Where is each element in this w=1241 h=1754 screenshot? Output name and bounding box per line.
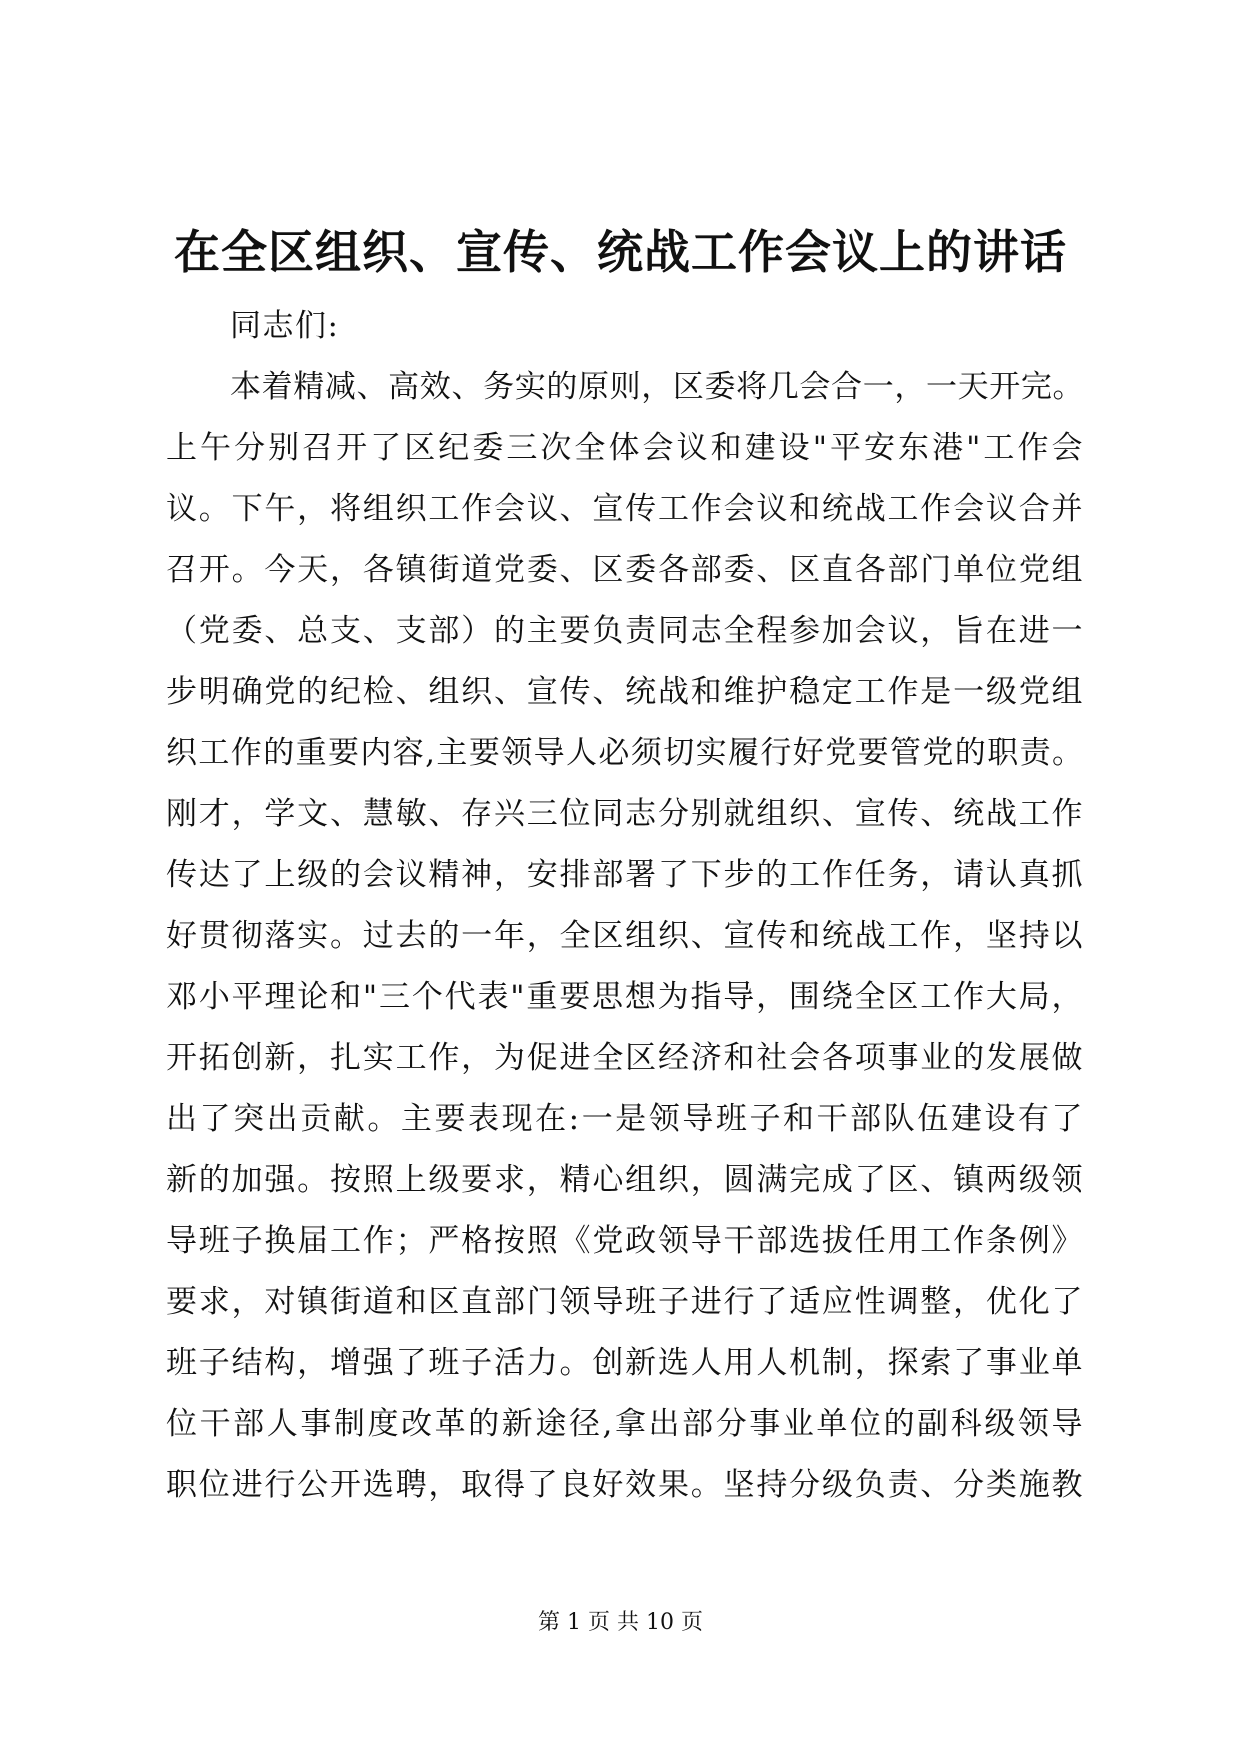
body-line: 刚才，学文、慧敏、存兴三位同志分别就组织、宣传、统战工作 (166, 796, 1084, 832)
body-line: 上午分别召开了区纪委三次全体会议和建设"平安东港"工作会 (166, 430, 1084, 466)
document-title: 在全区组织、宣传、统战工作会议上的讲话 (174, 225, 1067, 279)
body-line: 织工作的重要内容,主要领导人必须切实履行好党要管党的职责。 (166, 735, 1084, 771)
body-line: 步明确党的纪检、组织、宣传、统战和维护稳定工作是一级党组 (166, 674, 1084, 710)
body-line: 邓小平理论和"三个代表"重要思想为指导，围绕全区工作大局， (166, 979, 1084, 1015)
body-line: 新的加强。按照上级要求，精心组织，圆满完成了区、镇两级领 (166, 1162, 1084, 1198)
body-line: 开拓创新，扎实工作，为促进全区经济和社会各项事业的发展做 (166, 1040, 1084, 1076)
document-body (166, 296, 1084, 1516)
body-line: 职位进行公开选聘，取得了良好效果。坚持分级负责、分类施教 (166, 1467, 1084, 1503)
page-footer: 第 1 页 共 10 页 (538, 1610, 703, 1635)
body-line: 议。下午，将组织工作会议、宣传工作会议和统战工作会议合并 (166, 491, 1084, 527)
body-line: 班子结构，增强了班子活力。创新选人用人机制，探索了事业单 (166, 1345, 1084, 1381)
body-line: 出了突出贡献。主要表现在:一是领导班子和干部队伍建设有了 (166, 1101, 1084, 1137)
body-line: 好贯彻落实。过去的一年，全区组织、宣传和统战工作，坚持以 (166, 918, 1084, 954)
body-line: 要求，对镇街道和区直部门领导班子进行了适应性调整，优化了 (166, 1284, 1084, 1320)
body-line: 位干部人事制度改革的新途径,拿出部分事业单位的副科级领导 (166, 1406, 1084, 1442)
body-line: 传达了上级的会议精神，安排部署了下步的工作任务，请认真抓 (166, 857, 1084, 893)
body-line: （党委、总支、支部）的主要负责同志全程参加会议，旨在进一 (166, 613, 1084, 649)
body-line: 召开。今天，各镇街道党委、区委各部委、区直各部门单位党组 (166, 552, 1084, 588)
salutation: 同志们: (230, 308, 340, 344)
body-line: 本着精减、高效、务实的原则，区委将几会合一，一天开完。 (230, 369, 1084, 405)
body-line: 导班子换届工作；严格按照《党政领导干部选拔任用工作条例》 (166, 1223, 1084, 1259)
